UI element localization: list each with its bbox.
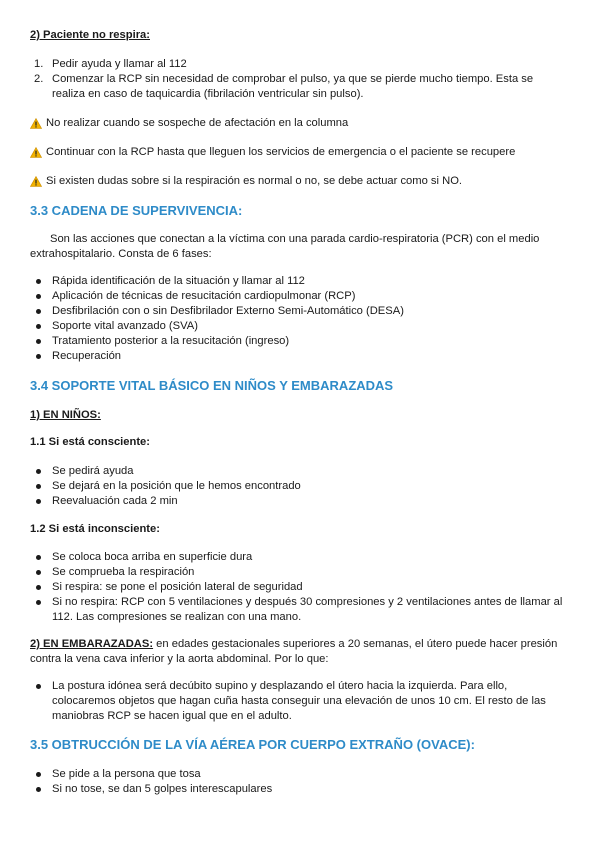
list-item: Aplicación de técnicas de resucitación cardiopulmonar (RCP)	[30, 289, 564, 304]
no-respira-steps	[30, 57, 564, 102]
list-item: Se coloca boca arriba en superficie dura	[30, 550, 564, 565]
list-item: La postura idónea será decúbito supino y desplazando el útero hacia la izquierda. Para ello, colocaremos objetos que hagan cuña hasta conseguir una elevación de unos 10 cm. El resto de las maniobras RCP se hacen igual que en el adulto.	[30, 679, 564, 724]
cadena-phases	[30, 274, 564, 364]
list-item: Recuperación	[30, 349, 564, 364]
list-item: Si no respira: RCP con 5 ventilaciones y después 30 compresiones y 2 ventilaciones antes de llamar al 112. Las compresiones se realizan con una mano.	[30, 595, 564, 625]
step-text: Pedir ayuda y llamar al 112	[52, 58, 187, 70]
warning-note	[30, 116, 564, 131]
embarazadas-list	[30, 679, 564, 724]
list-item: 2. Comenzar la RCP sin necesidad de comprobar el pulso, ya que se pierde mucho tiempo. Esta se realiza en caso de taquicardia (fibrilación ventricular sin pulso).	[34, 73, 534, 100]
warning-text: Continuar con la RCP hasta que lleguen los servicios de emergencia o el paciente se recupere	[46, 146, 516, 158]
svb-title: 3.4 SOPORTE VITAL BÁSICO EN NIÑOS Y EMBARAZADAS	[30, 378, 394, 393]
list-item: Reevaluación cada 2 min	[30, 494, 564, 509]
list-item: Se comprueba la respiración	[30, 565, 564, 580]
list-item: Si no tose, se dan 5 golpes interescapulares	[30, 782, 564, 797]
list-item: Tratamiento posterior a la resucitación (ingreso)	[30, 334, 564, 349]
embarazadas-paragraph	[30, 637, 564, 667]
list-item: Se pedirá ayuda	[30, 464, 564, 479]
inconsciente-heading: 1.2 Si está inconsciente:	[30, 523, 160, 535]
warning-icon	[30, 118, 42, 129]
warning-icon	[30, 147, 42, 158]
no-respira-heading: 2) Paciente no respira:	[30, 29, 150, 41]
cadena-title: 3.3 CADENA DE SUPERVIVENCIA:	[30, 203, 243, 218]
list-item: Soporte vital avanzado (SVA)	[30, 319, 564, 334]
consciente-heading: 1.1 Si está consciente:	[30, 436, 151, 448]
embarazadas-heading: 2) EN EMBARAZADAS:	[30, 638, 154, 650]
step-text: Comenzar la RCP sin necesidad de comprobar el pulso, ya que se pierde mucho tiempo. Esta se realiza en caso de taquicardia (fibrilación ventricular sin pulso).	[52, 73, 534, 100]
ninos-heading: 1) EN NIÑOS:	[30, 409, 101, 421]
embarazadas-text: en edades gestacionales superiores a 20 semanas, el útero puede hacer presión contra la vena cava inferior y la aorta abdominal. Por lo que:	[30, 638, 558, 665]
list-item: Rápida identificación de la situación y llamar al 112	[30, 274, 564, 289]
warning-note	[30, 174, 564, 189]
warning-text: No realizar cuando se sospeche de afectación en la columna	[46, 117, 349, 129]
inconsciente-list	[30, 550, 564, 625]
list-item: Si respira: se pone el posición lateral de seguridad	[30, 580, 564, 595]
consciente-list	[30, 464, 564, 509]
ovace-list	[30, 767, 564, 797]
cadena-intro: Son las acciones que conectan a la víctima con una parada cardio-respiratoria (PCR) con el medio extrahospitalario. Consta de 6 fases:	[30, 233, 540, 260]
list-item: Se dejará en la posición que le hemos encontrado	[30, 479, 564, 494]
warning-icon	[30, 176, 42, 187]
ovace-title: 3.5 OBTRUCCIÓN DE LA VÍA AÉREA POR CUERPO EXTRAÑO (OVACE):	[30, 737, 475, 752]
warning-text: Si existen dudas sobre si la respiración es normal o no, se debe actuar como si NO.	[46, 175, 463, 187]
list-item: 1. Pedir ayuda y llamar al 112	[34, 58, 187, 70]
warning-note	[30, 145, 564, 160]
list-item: Desfibrilación con o sin Desfibrilador Externo Semi-Automático (DESA)	[30, 304, 564, 319]
list-item: Se pide a la persona que tosa	[30, 767, 564, 782]
